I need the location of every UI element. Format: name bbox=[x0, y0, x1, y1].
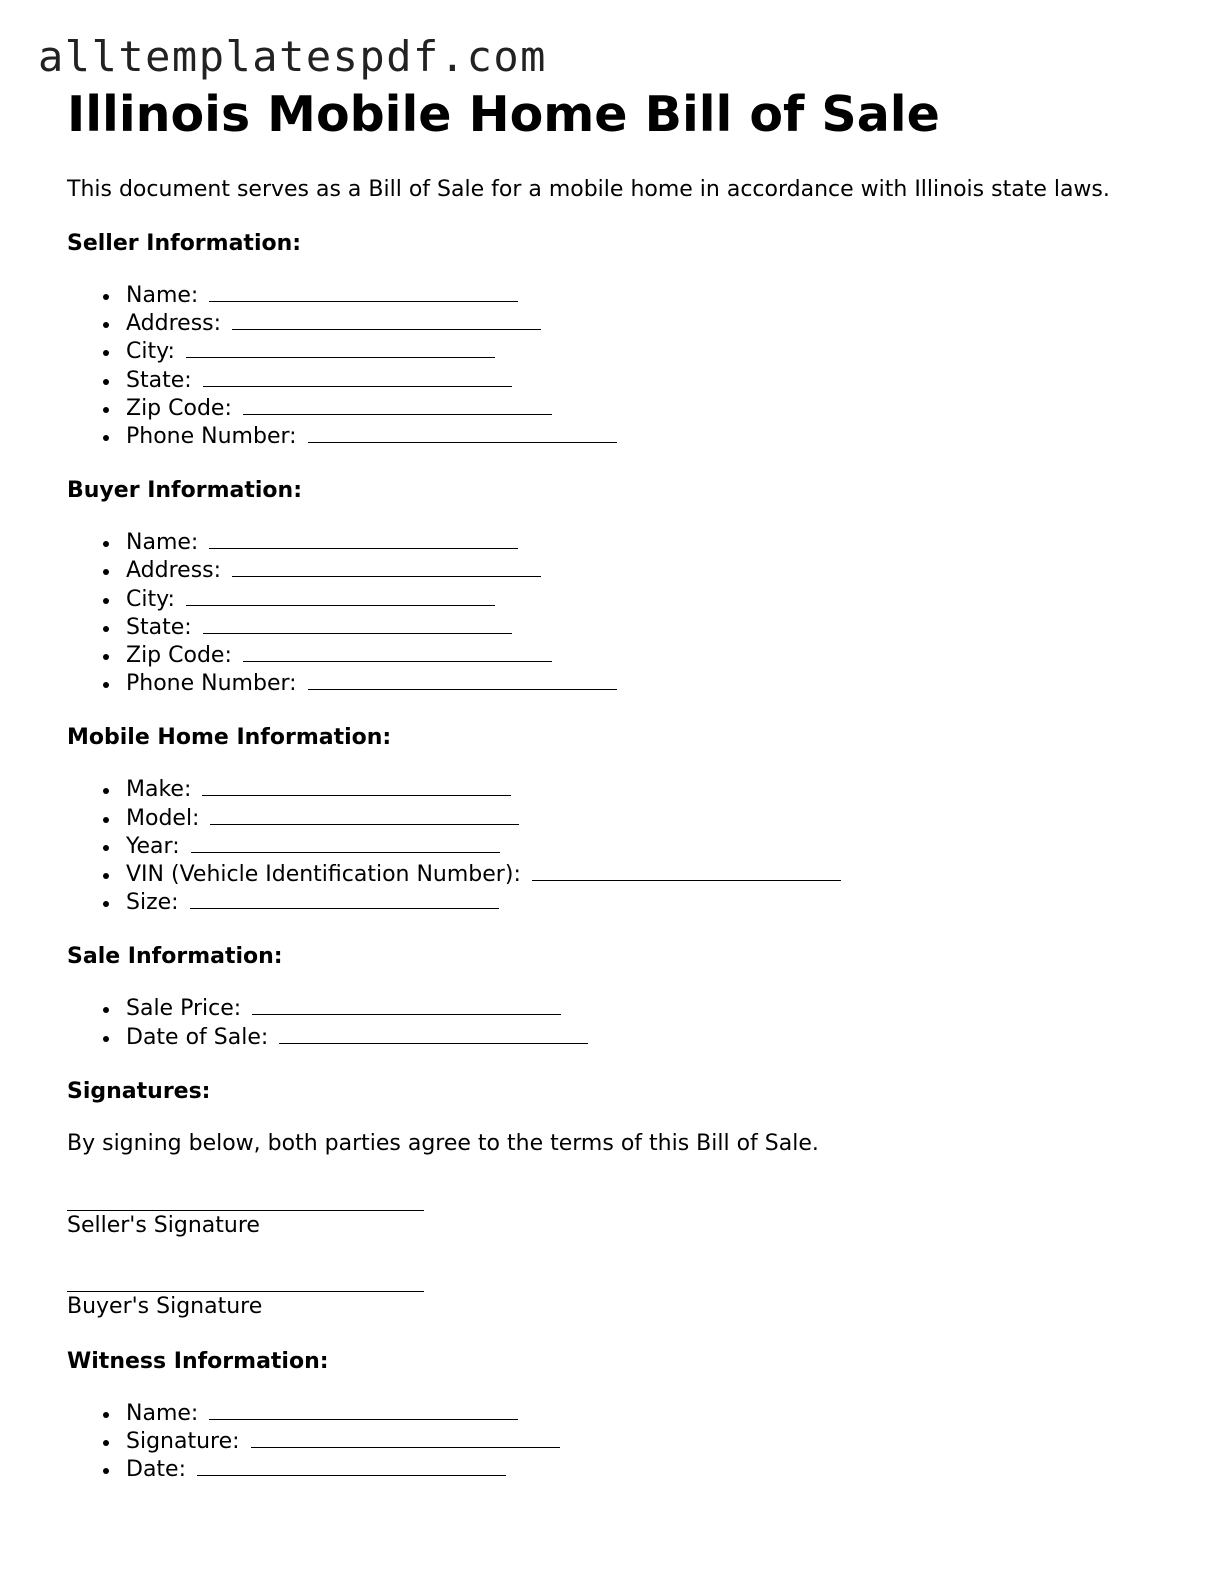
field-label: Signature: bbox=[126, 1428, 240, 1454]
list-item bbox=[126, 338, 1167, 366]
list-item bbox=[126, 310, 1167, 338]
buyer-city-blank[interactable] bbox=[186, 586, 495, 606]
document-title: Illinois Mobile Home Bill of Sale bbox=[67, 86, 940, 143]
field-label: VIN (Vehicle Identification Number): bbox=[126, 861, 521, 887]
field-label: State: bbox=[126, 614, 192, 640]
site-watermark: alltemplatespdf.com bbox=[38, 32, 547, 81]
sale-price-blank[interactable] bbox=[252, 995, 561, 1015]
seller-heading: Seller Information: bbox=[67, 230, 302, 256]
list-item bbox=[126, 614, 1167, 642]
field-label: Zip Code: bbox=[126, 395, 232, 421]
mobile-home-fields bbox=[67, 776, 1167, 917]
list-item bbox=[126, 642, 1167, 670]
list-item bbox=[126, 861, 1167, 889]
field-label: State: bbox=[126, 367, 192, 393]
list-item bbox=[126, 586, 1167, 614]
seller-city-blank[interactable] bbox=[186, 338, 495, 358]
list-item bbox=[126, 1024, 1167, 1052]
field-label: Phone Number: bbox=[126, 423, 297, 449]
list-item bbox=[126, 1428, 1167, 1456]
buyer-fields bbox=[67, 529, 1167, 698]
signatures-text: By signing below, both parties agree to the terms of this Bill of Sale. bbox=[67, 1130, 819, 1156]
buyer-zip-blank[interactable] bbox=[243, 642, 552, 662]
witness-name-blank[interactable] bbox=[209, 1400, 518, 1420]
field-label: Date of Sale: bbox=[126, 1024, 269, 1050]
field-label: Name: bbox=[126, 282, 199, 308]
witness-fields bbox=[67, 1400, 1167, 1485]
buyer-name-blank[interactable] bbox=[209, 529, 518, 549]
seller-state-blank[interactable] bbox=[203, 367, 512, 387]
year-blank[interactable] bbox=[191, 833, 500, 853]
signatures-heading: Signatures: bbox=[67, 1078, 211, 1104]
list-item bbox=[126, 367, 1167, 395]
buyer-signature-line[interactable] bbox=[67, 1267, 424, 1292]
list-item bbox=[126, 889, 1167, 917]
buyer-phone-blank[interactable] bbox=[308, 670, 617, 690]
list-item bbox=[126, 529, 1167, 557]
list-item bbox=[126, 833, 1167, 861]
field-label: City: bbox=[126, 586, 175, 612]
buyer-state-blank[interactable] bbox=[203, 614, 512, 634]
buyer-heading: Buyer Information: bbox=[67, 478, 302, 504]
seller-phone-blank[interactable] bbox=[308, 423, 617, 443]
seller-zip-blank[interactable] bbox=[243, 395, 552, 415]
field-label: Sale Price: bbox=[126, 996, 242, 1022]
field-label: Zip Code: bbox=[126, 642, 232, 668]
list-item bbox=[126, 805, 1167, 833]
make-blank[interactable] bbox=[202, 776, 511, 796]
field-label: City: bbox=[126, 339, 175, 365]
model-blank[interactable] bbox=[210, 805, 519, 825]
intro-paragraph: This document serves as a Bill of Sale for a mobile home in accordance with Illinois state laws. bbox=[67, 176, 1110, 202]
field-label: Name: bbox=[126, 1400, 199, 1426]
list-item bbox=[126, 670, 1167, 698]
buyer-signature-block bbox=[67, 1267, 1167, 1322]
size-blank[interactable] bbox=[190, 889, 499, 909]
seller-name-blank[interactable] bbox=[209, 282, 518, 302]
witness-heading: Witness Information: bbox=[67, 1348, 329, 1374]
buyer-address-blank[interactable] bbox=[232, 557, 541, 577]
seller-signature-block bbox=[67, 1186, 1167, 1241]
field-label: Size: bbox=[126, 890, 179, 916]
field-label: Model: bbox=[126, 805, 200, 831]
witness-date-blank[interactable] bbox=[197, 1456, 506, 1476]
list-item bbox=[126, 423, 1167, 451]
list-item bbox=[126, 282, 1167, 310]
vin-blank[interactable] bbox=[532, 861, 841, 881]
list-item bbox=[126, 395, 1167, 423]
seller-fields bbox=[67, 282, 1167, 451]
list-item bbox=[126, 557, 1167, 585]
list-item bbox=[126, 1400, 1167, 1428]
field-label: Address: bbox=[126, 558, 222, 584]
document-body bbox=[67, 88, 1167, 1484]
field-label: Date: bbox=[126, 1457, 186, 1483]
seller-signature-label: Seller's Signature bbox=[67, 1212, 260, 1238]
list-item bbox=[126, 1456, 1167, 1484]
mobile-home-heading: Mobile Home Information: bbox=[67, 725, 392, 751]
list-item bbox=[126, 776, 1167, 804]
sale-fields bbox=[67, 995, 1167, 1051]
seller-address-blank[interactable] bbox=[232, 310, 541, 330]
sale-date-blank[interactable] bbox=[279, 1024, 588, 1044]
field-label: Name: bbox=[126, 530, 199, 556]
list-item bbox=[126, 995, 1167, 1023]
field-label: Make: bbox=[126, 777, 192, 803]
field-label: Phone Number: bbox=[126, 671, 297, 697]
seller-signature-line[interactable] bbox=[67, 1186, 424, 1211]
field-label: Year: bbox=[126, 833, 180, 859]
buyer-signature-label: Buyer's Signature bbox=[67, 1293, 263, 1319]
witness-signature-blank[interactable] bbox=[251, 1428, 560, 1448]
field-label: Address: bbox=[126, 311, 222, 337]
sale-heading: Sale Information: bbox=[67, 944, 283, 970]
